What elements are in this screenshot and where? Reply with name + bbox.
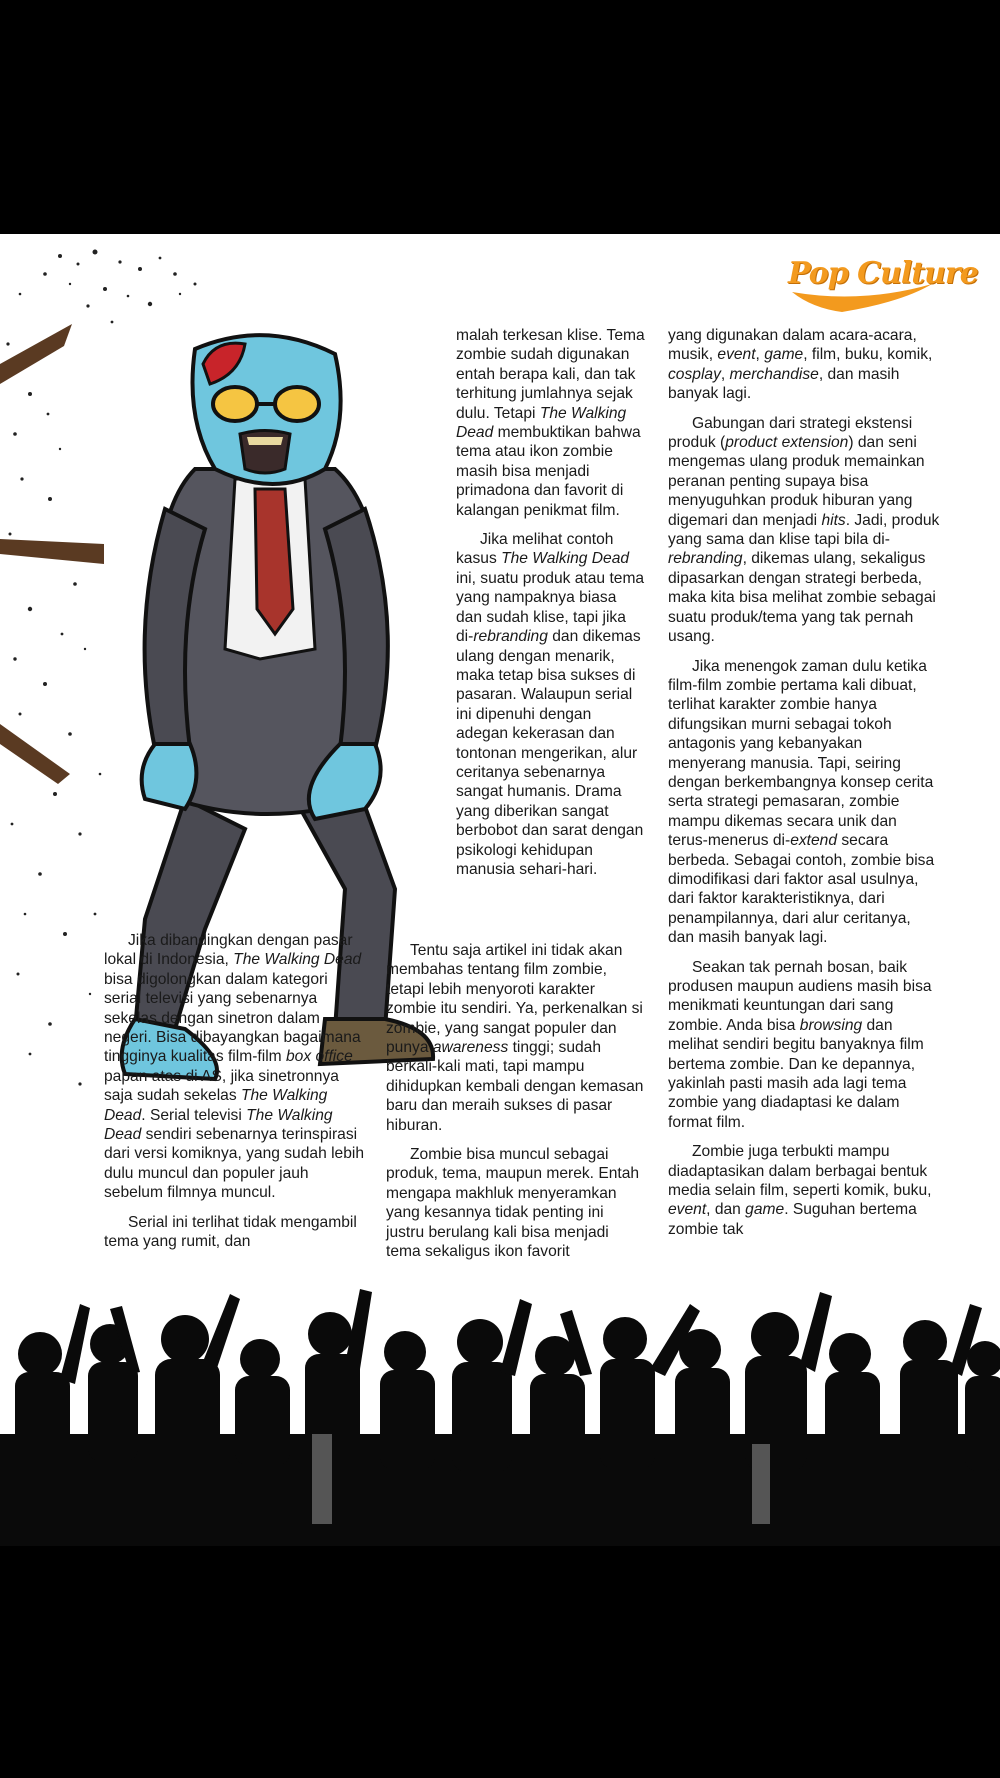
text-run: Tentu saja artikel ini tidak akan membahas tentang film zombie, tetapi lebih menyoroti karakter zombie itu sendiri. Ya, perkenalkan si zombie, yang sangat populer dan punya — [386, 942, 643, 1057]
italic-text: The Walking Dead — [233, 951, 362, 969]
italic-text: box office — [286, 1048, 353, 1066]
text-run: Zombie bisa muncul sebagai produk, tema, maupun merek. Entah mengapa makhluk menyeramkan yang kesannya tidak penting ini justru berulang kali bisa menjadi tema sekaligus ikon favorit — [386, 1146, 640, 1261]
italic-text: browsing — [799, 1016, 863, 1034]
text-run: , — [755, 346, 765, 364]
text-run: Zombie juga terbukti mampu diadaptasikan dalam berbagai bentuk media selain film, seperti komik, buku, — [668, 1143, 932, 1200]
text-run: Jika melihat contoh kasus — [456, 531, 614, 568]
italic-text: The Walking Dead — [104, 1106, 333, 1144]
paragraph — [456, 326, 646, 520]
paragraph — [668, 958, 940, 1133]
text-run: ) dan seni mengemas ulang produk memainkan peranan penting supaya bisa menyuguhkan produk hiburan yang digemari dan menjadi — [668, 434, 925, 529]
paragraph — [668, 657, 940, 948]
paragraph — [668, 1142, 940, 1239]
text-run: Seakan tak pernah bosan, baik produsen maupun audiens masih bisa menikmati keuntungan dari sang zombie. Anda bisa — [668, 958, 932, 1034]
magazine-page — [0, 234, 1000, 1546]
text-run: secara berbeda. Sebagai contoh, zombie bisa dimodifikasi dari faktor asal usulnya, dari faktor karakteristiknya, dari penampilannya, dari alur ceritanya, dan masih banyak lagi. — [668, 832, 935, 947]
text-run: . Serial televisi — [141, 1106, 247, 1124]
text-run: , dan masih banyak lagi. — [668, 365, 900, 403]
italic-text: extend — [790, 832, 838, 850]
text-run: , — [720, 365, 730, 383]
italic-text: The Walking Dead — [104, 1087, 328, 1124]
text-run: bisa digolongkan dalam kategori serial televisi yang sebenarnya sekelas dengan sinetron dalam negeri. Bisa dibayangkan bagaimana tingginya kualitas film-film — [104, 970, 361, 1066]
logo-text: Pop Culture — [788, 256, 978, 291]
italic-text: cosplay — [668, 365, 721, 383]
text-run: malah terkesan klise. Tema zombie sudah digunakan entah berapa kali, dan tak terhitung jumlahnya sejak dulu. Tetapi — [456, 327, 645, 422]
paragraph — [386, 941, 646, 1135]
text-run: ini, suatu produk atau tema yang nampaknya biasa dan sudah klise, tapi jika di- — [456, 569, 645, 646]
italic-text: product extension — [725, 434, 849, 452]
italic-text: The Walking Dead — [456, 404, 627, 442]
text-run: membuktikan bahwa tema atau ikon zombie masih bisa menjadi primadona dan favorit di kalangan penikmat film. — [456, 424, 641, 519]
italic-text: rebranding — [668, 550, 743, 568]
paragraph — [668, 414, 940, 647]
italic-text: rebranding — [473, 628, 548, 646]
column-2-top — [456, 326, 646, 889]
text-run: , dan — [706, 1201, 746, 1219]
paragraph — [386, 1145, 646, 1261]
text-run: , dikemas ulang, sekaligus dipasarkan dengan strategi berbeda, maka kita bisa melihat zombie sebagai suatu produk/tema yang tak pernah usang. — [668, 550, 936, 646]
text-run: Gabungan dari strategi ekstensi produk ( — [668, 414, 913, 452]
italic-text: event — [717, 346, 756, 364]
text-run: . Suguhan bertema zombie tak — [668, 1201, 917, 1238]
paragraph — [104, 931, 366, 1203]
italic-text: game — [745, 1201, 785, 1219]
italic-text: event — [668, 1201, 707, 1219]
text-run: tinggi; sudah berkali-kali mati, tapi mampu dihidupkan kembali dengan kemasan baru dan meraih sukses di pasar hiburan. — [386, 1039, 644, 1134]
text-run: Jika menengok zaman dulu ketika film-film zombie pertama kali dibuat, terlihat karakter zombie hanya difungsikan murni sebagai tokoh antagonis yang kebanyakan menyerang manusia. Tapi, seiring dengan berkembangnya konsep cerita serta strategi pemasaran, zombie mampu dikemas secara unik dan terus-menerus di- — [668, 657, 934, 850]
text-run: sendiri sebenarnya terinspirasi dari versi komiknya, yang sudah lebih dulu muncul dan populer jauh sebelum filmnya muncul. — [104, 1126, 365, 1202]
italic-text: merchandise — [729, 365, 819, 383]
column-3 — [668, 326, 940, 1249]
italic-text: The Walking Dead — [501, 550, 630, 568]
text-run: Jika dibandingkan dengan pasar lokal di Indonesia, — [104, 932, 353, 969]
text-run: . Jadi, produk yang sama dan klise tapi bila di- — [668, 511, 940, 549]
paragraph — [456, 530, 646, 879]
paragraph — [104, 1213, 366, 1252]
column-2-bottom — [386, 941, 646, 1272]
paragraph — [668, 326, 940, 404]
italic-text: awareness — [432, 1039, 509, 1057]
pop-culture-logo — [782, 252, 978, 314]
text-run: , film, buku, komik, — [803, 346, 933, 364]
text-run: dan melihat sendiri begitu banyaknya film bertema zombie. Dan ke depannya, yakinlah pasti masih ada lagi tema zombie yang diadaptasi ke dalam format film. — [668, 1016, 924, 1131]
text-run: Serial ini terlihat tidak mengambil tema yang rumit, dan — [104, 1213, 357, 1251]
text-run: papan atas di AS, jika sinetronnya saja sudah sekelas — [104, 1067, 339, 1105]
italic-text: hits — [821, 511, 846, 529]
zombie-crowd-silhouette — [0, 1284, 1000, 1546]
italic-text: game — [764, 346, 804, 364]
text-run: dan dikemas ulang dengan menarik, maka tetap bisa sukses di pasaran. Walaupun serial ini dipenuhi dengan adegan kekerasan dan tontonan mengerikan, alur ceritanya sebenarnya sangat humanis. Drama yang diberikan sangat berbobot dan sarat dengan psikologi kehidupan manusia sehari-hari. — [456, 628, 644, 878]
column-1 — [104, 931, 366, 1262]
text-run: yang digunakan dalam acara-acara, musik, — [668, 327, 917, 364]
